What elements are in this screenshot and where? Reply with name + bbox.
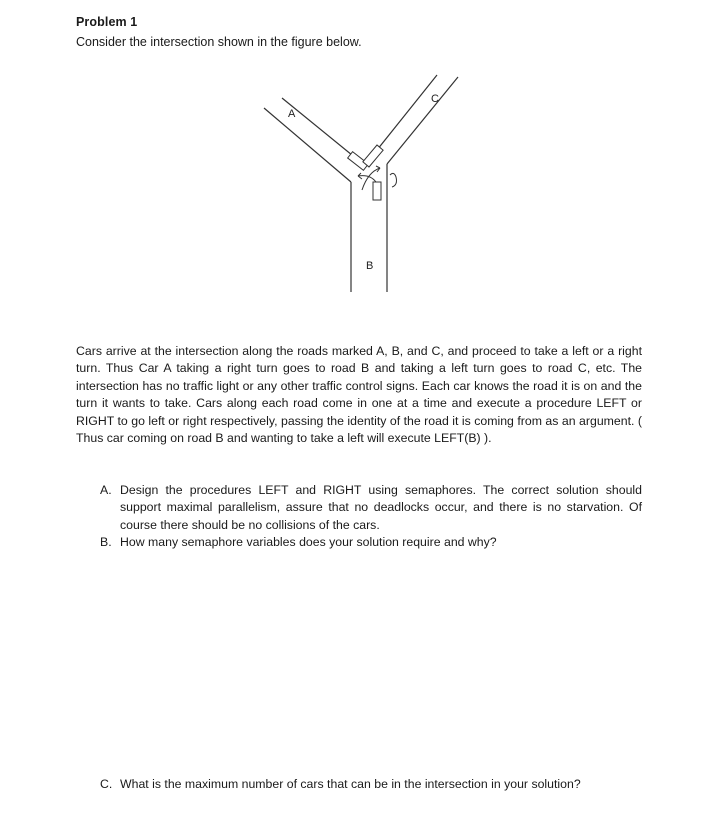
problem-title: Problem 1 xyxy=(76,15,138,29)
question-b xyxy=(100,534,642,551)
label-road-b: B xyxy=(366,260,374,272)
question-b-text: How many semaphore variables does your solution require and why? xyxy=(120,535,497,550)
problem-description: Cars arrive at the intersection along the roads marked A, B, and C, and proceed to take a left or a right turn. Thus Car A taking a right turn goes to road B and taking a left turn goes to road C, etc. The intersection has no traffic light or any other traffic control signs. Each car knows the road it is on and the turn it wants to take. Cars along each road come in one at a time and execute a procedure LEFT or RIGHT to go left or right respectively, passing the identity of the road it is coming from as an argument. ( Thus car coming on road B and wanting to take a left will execute LEFT(B) ). xyxy=(76,344,642,446)
label-road-a: A xyxy=(288,108,296,120)
car-from-b xyxy=(373,182,381,200)
question-b-marker: B. xyxy=(100,535,112,550)
road-c-outer-edge xyxy=(387,77,458,164)
question-c-text: What is the maximum number of cars that can be in the intersection in your solution? xyxy=(120,777,581,791)
question-a xyxy=(100,482,642,534)
question-a-marker: A. xyxy=(100,483,112,497)
turn-arrow-c xyxy=(390,173,397,187)
question-a-text: Design the procedures LEFT and RIGHT using semaphores. The correct solution should support maximal parallelism, assure that no deadlocks occur, and there is no starvation. Of course there should be no collisions of the cars. xyxy=(120,483,642,532)
label-road-c: C xyxy=(431,93,439,105)
intersection-figure xyxy=(230,60,490,300)
question-c xyxy=(100,776,642,793)
question-list xyxy=(100,482,642,552)
question-c-marker: C. xyxy=(100,777,113,791)
intersection-diagram xyxy=(230,60,490,300)
car-from-c xyxy=(363,145,383,167)
problem-intro: Consider the intersection shown in the figure below. xyxy=(76,35,362,49)
